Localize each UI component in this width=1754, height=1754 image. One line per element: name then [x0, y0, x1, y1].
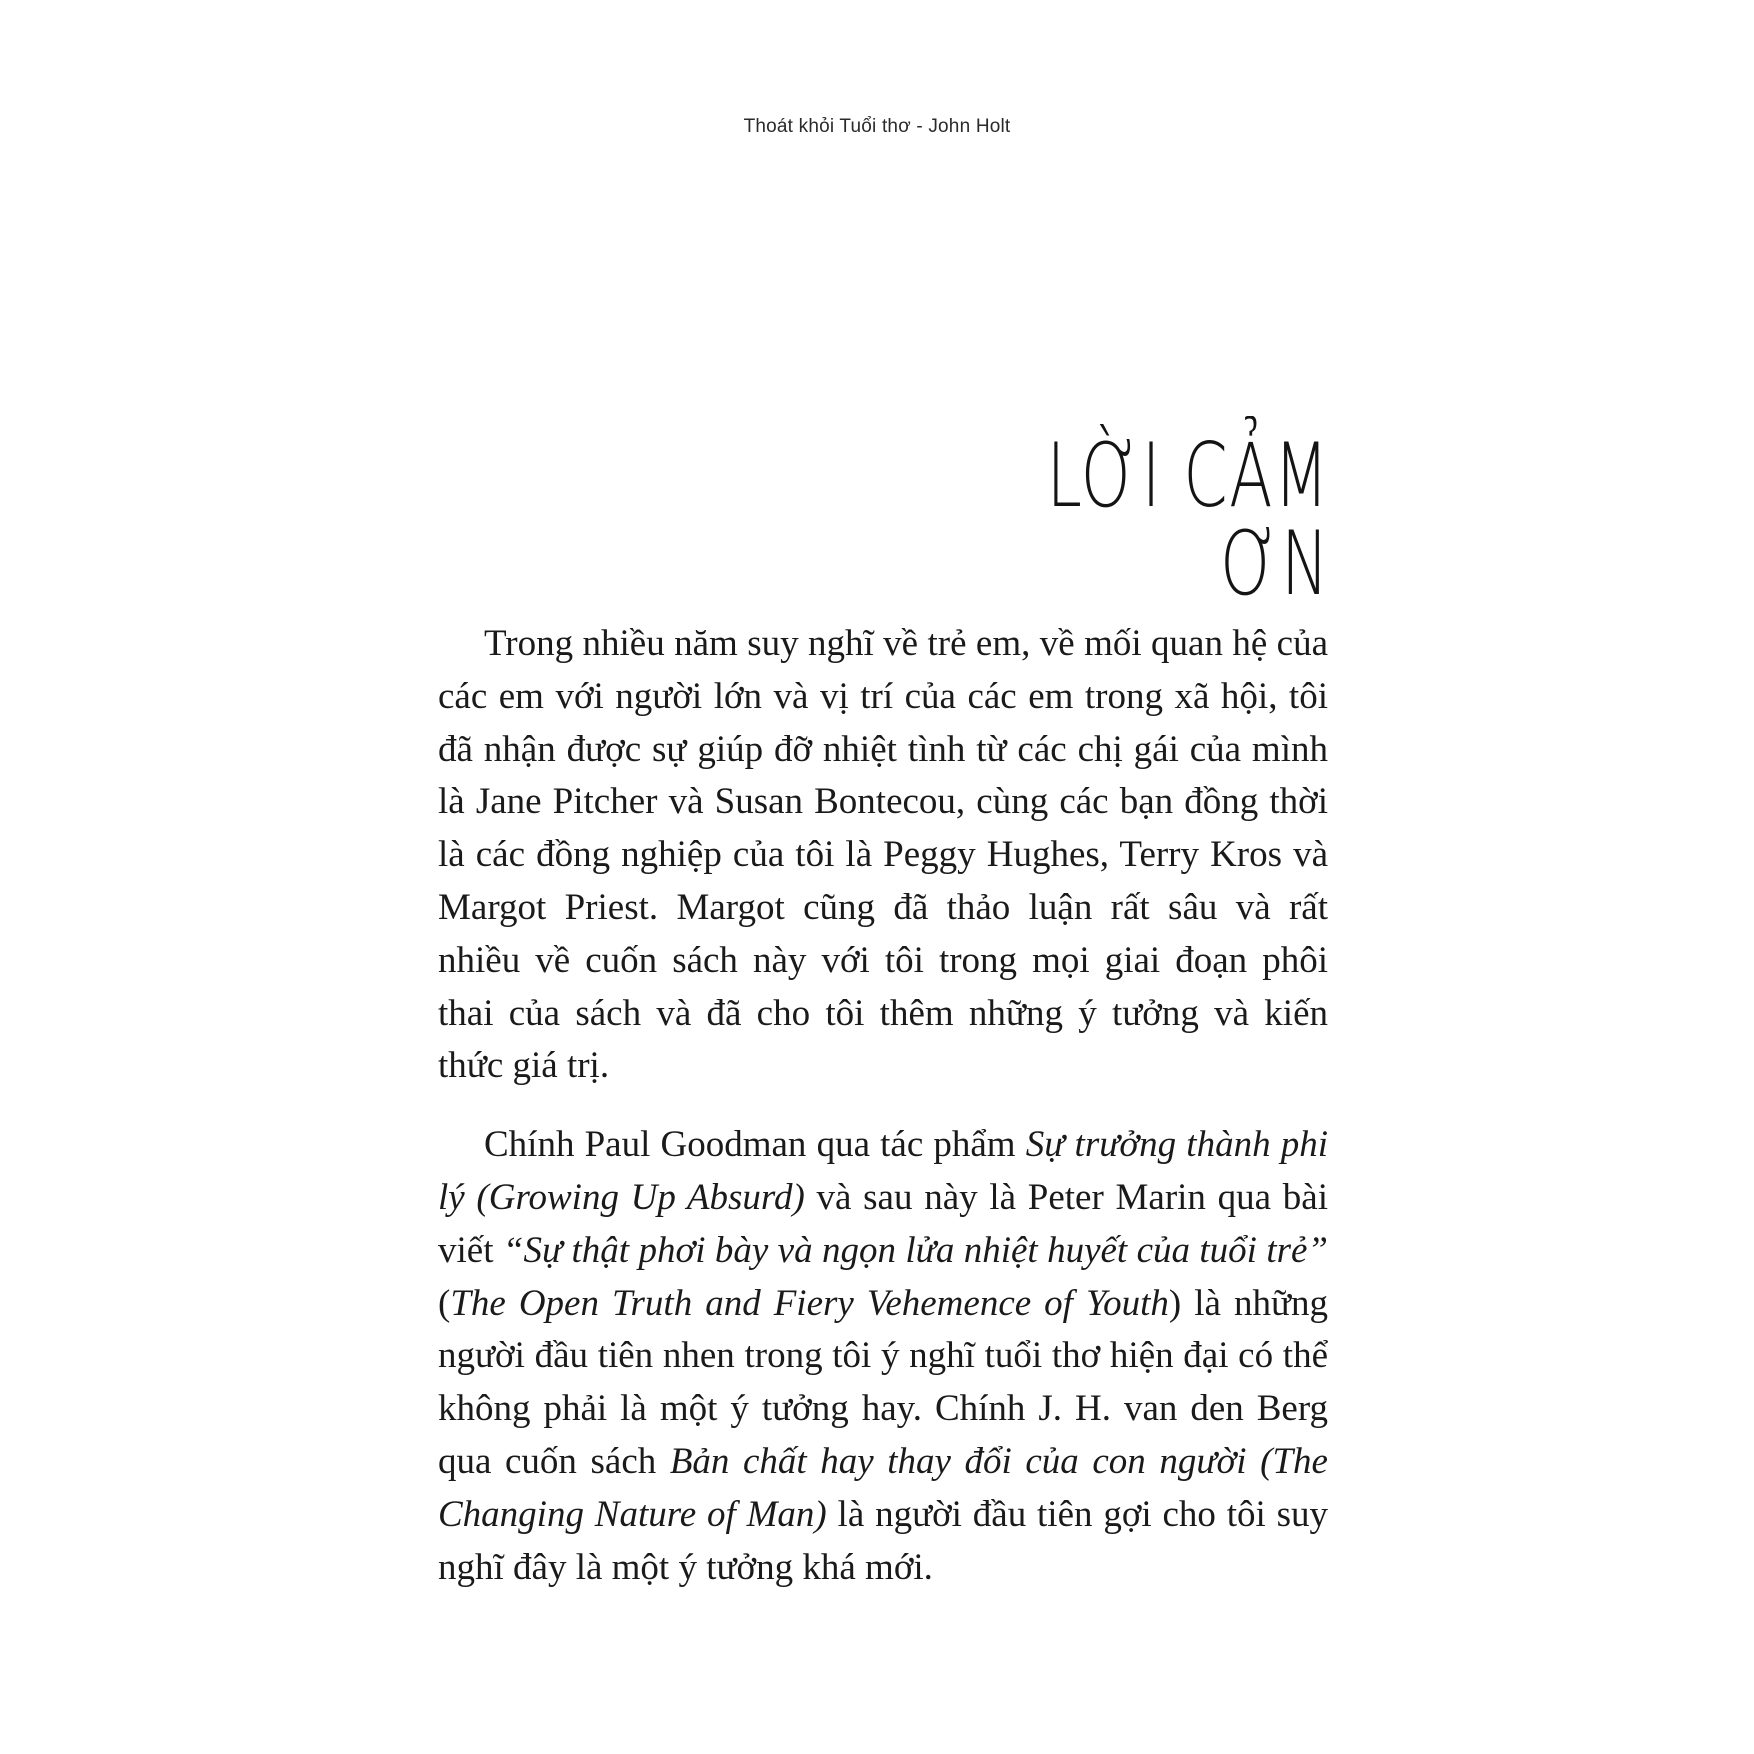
- book-title-italic: Bản chất hay thay đổi của con người (The Changing Nature of Man): [438, 1440, 1328, 1535]
- paragraph-1: [438, 618, 1328, 1093]
- text-run: là người đầu tiên gợi cho tôi suy nghĩ đây là một ý tưởng khá mới.: [438, 1493, 1328, 1588]
- text-run: (: [438, 1282, 451, 1324]
- text-run: Chính Paul Goodman qua tác phẩm: [484, 1124, 1026, 1166]
- book-title-italic: Sự trưởng thành phi lý (Growing Up Absurd): [438, 1124, 1328, 1218]
- paragraph-2: [438, 1119, 1328, 1594]
- chapter-title: LỜI CẢM ƠN: [1046, 424, 1330, 615]
- running-header: Thoát khỏi Tuổi thơ - John Holt: [743, 116, 1011, 137]
- article-title-english-italic: The Open Truth and Fiery Vehemence of Youth: [450, 1282, 1169, 1324]
- body-text: [438, 618, 1328, 1594]
- article-title-italic: “Sự thật phơi bày và ngọn lửa nhiệt huyết của tuổi trẻ”: [502, 1229, 1329, 1271]
- text-run: và sau này là Peter Marin qua bài viết: [438, 1176, 1328, 1271]
- text-run: Trong nhiều năm suy nghĩ về trẻ em, về mối quan hệ của các em với người lớn và vị trí của các em trong xã hội, tôi đã nhận được sự giúp đỡ nhiệt tình từ các chị gái của mình là Jane Pitcher và Susan Bontecou, cùng các bạn đồng thời là các đồng nghiệp của tôi là Peggy Hughes, Terry Kros và Margot Priest. Margot cũng đã thảo luận rất sâu và rất nhiều về cuốn sách này với tôi trong mọi giai đoạn phôi thai của sách và đã cho tôi thêm những ý tưởng và kiến thức giá trị.: [438, 623, 1328, 1087]
- text-run: ) là những người đầu tiên nhen trong tôi ý nghĩ tuổi thơ hiện đại có thể không phải là một ý tưởng hay. Chính J. H. van den Berg qua cuốn sách: [438, 1282, 1329, 1482]
